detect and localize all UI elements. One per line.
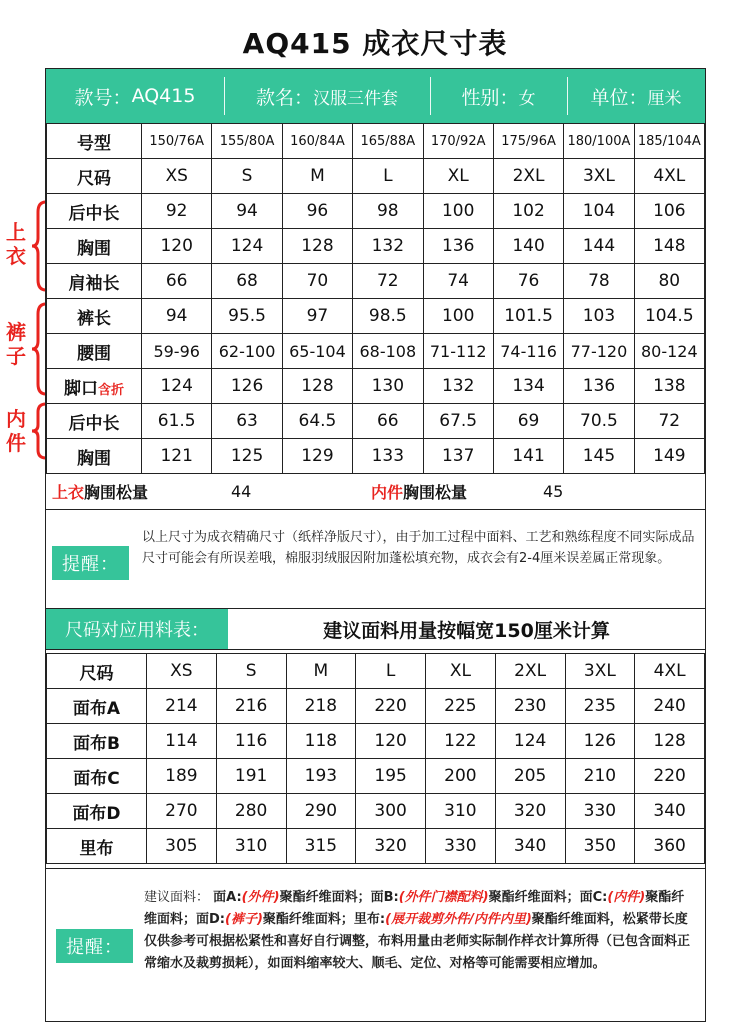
fabric-size-cell: XL — [426, 654, 496, 689]
fabric-a-label: 面A: — [213, 890, 242, 905]
table-cell: 96 — [282, 194, 352, 229]
fabric-row — [47, 689, 705, 724]
table-cell: 70 — [282, 264, 352, 299]
table-row — [47, 229, 705, 264]
table-cell: 62-100 — [212, 334, 282, 369]
fabric-b-note: (外件门襟配料) — [398, 890, 489, 905]
table-cell: 100 — [423, 194, 493, 229]
fabric-cell: 315 — [286, 829, 356, 864]
table-cell: 126 — [212, 369, 282, 404]
style-no-value: AQ415 — [131, 85, 196, 107]
table-cell: 80-124 — [634, 334, 704, 369]
fabric-cell: 235 — [565, 689, 635, 724]
fabric-size-cell: S — [216, 654, 286, 689]
fabric-lining-text: 聚酯纤维面料，松紧带长度仅供参考可根据松紧性和喜好自行调整，布料用量由老师实际制作样衣计算所得（已包含面料正常缩水及裁剪损耗），如面料缩率较大、顺毛、定位、对格等可能需要相应增加。 — [144, 912, 691, 971]
model-cell: 185/104A — [634, 124, 704, 159]
top-looseness-value: 44 — [231, 482, 252, 501]
table-cell: 70.5 — [564, 404, 634, 439]
table-row — [47, 404, 705, 439]
side-label-top: 上衣 — [6, 220, 26, 268]
style-no-label: 款号： — [74, 86, 132, 109]
table-row — [47, 439, 705, 474]
style-no — [46, 69, 224, 123]
fabric-lining-label: 里布: — [353, 912, 386, 927]
side-label-pants: 裤子 — [6, 320, 26, 368]
style-name-value: 汉服三件套 — [313, 88, 398, 109]
fabric-cell: 230 — [495, 689, 565, 724]
table-cell: 128 — [282, 369, 352, 404]
row-label: 胸围 — [47, 439, 142, 474]
size-table — [46, 123, 705, 474]
fabric-cell: 210 — [565, 759, 635, 794]
fabric-row — [47, 759, 705, 794]
table-cell: 94 — [142, 299, 212, 334]
inner-looseness-value: 45 — [543, 482, 564, 501]
row-label — [47, 369, 142, 404]
table-cell: 138 — [634, 369, 704, 404]
fabric-cell: 118 — [286, 724, 356, 759]
table-cell: 92 — [142, 194, 212, 229]
row-label: 后中长 — [47, 194, 142, 229]
fabric-cell: 350 — [565, 829, 635, 864]
fabric-cell: 290 — [286, 794, 356, 829]
fabric-cell: 214 — [147, 689, 217, 724]
fabric-a-note: (外件) — [241, 890, 280, 905]
table-cell: 64.5 — [282, 404, 352, 439]
fabric-cell: 360 — [635, 829, 705, 864]
fabric-cell: 330 — [426, 829, 496, 864]
row-label-text: 脚口 — [63, 378, 98, 399]
table-cell: 104.5 — [634, 299, 704, 334]
table-row — [47, 264, 705, 299]
row-label: 胸围 — [47, 229, 142, 264]
fabric-row-label: 面布D — [47, 794, 147, 829]
table-cell: 130 — [353, 369, 423, 404]
style-name — [224, 69, 430, 123]
fabric-cell: 310 — [216, 829, 286, 864]
side-label-inner: 内件 — [6, 407, 26, 455]
table-cell: 63 — [212, 404, 282, 439]
size-cell: L — [353, 159, 423, 194]
table-row — [47, 194, 705, 229]
table-cell: 71-112 — [423, 334, 493, 369]
fabric-size-cell: L — [356, 654, 426, 689]
model-cell: 180/100A — [564, 124, 634, 159]
table-cell: 72 — [634, 404, 704, 439]
fabric-cell: 116 — [216, 724, 286, 759]
table-cell: 134 — [493, 369, 563, 404]
table-cell: 97 — [282, 299, 352, 334]
fabric-a-text: 聚酯纤维面料； — [279, 890, 371, 905]
looseness-row — [46, 474, 705, 509]
fabric-cell: 240 — [635, 689, 705, 724]
fabric-size-cell: 3XL — [565, 654, 635, 689]
table-cell: 80 — [634, 264, 704, 299]
table-cell: 120 — [142, 229, 212, 264]
fabric-c-label: 面C: — [579, 890, 608, 905]
inner-looseness-text: 胸围松量 — [403, 483, 468, 502]
table-row — [47, 369, 705, 404]
fabric-row — [47, 829, 705, 864]
row-label: 裤长 — [47, 299, 142, 334]
fabric-reminder-intro: 建议面料： — [144, 890, 210, 905]
fabric-section-title: 建议面料用量按幅宽150厘米计算 — [323, 619, 610, 642]
reminder-badge: 提醒： — [52, 546, 129, 580]
fabric-reminder-text — [144, 887, 696, 975]
size-label: 尺码 — [47, 159, 142, 194]
fabric-table — [46, 653, 705, 864]
table-cell: 132 — [423, 369, 493, 404]
gender-label: 性别： — [461, 86, 519, 109]
fabric-row-label: 里布 — [47, 829, 147, 864]
table-cell: 76 — [493, 264, 563, 299]
size-cell: S — [212, 159, 282, 194]
table-cell: 148 — [634, 229, 704, 264]
table-cell: 141 — [493, 439, 563, 474]
fabric-cell: 120 — [356, 724, 426, 759]
fabric-lining-note: (展开裁剪外件/内件内里) — [385, 912, 532, 927]
fabric-size-label: 尺码 — [47, 654, 147, 689]
fabric-cell: 225 — [426, 689, 496, 724]
fabric-reminder-badge: 提醒： — [56, 929, 133, 963]
fabric-cell: 320 — [356, 829, 426, 864]
table-cell: 66 — [353, 404, 423, 439]
fabric-cell: 220 — [356, 689, 426, 724]
row-label: 后中长 — [47, 404, 142, 439]
table-cell: 74-116 — [493, 334, 563, 369]
table-cell: 68 — [212, 264, 282, 299]
fabric-size-cell: 2XL — [495, 654, 565, 689]
fabric-cell: 122 — [426, 724, 496, 759]
table-cell: 77-120 — [564, 334, 634, 369]
fabric-cell: 193 — [286, 759, 356, 794]
top-looseness-label — [52, 480, 148, 503]
top-looseness-red: 上衣 — [52, 483, 85, 502]
page-title: AQ415 成衣尺寸表 — [242, 27, 508, 60]
fabric-row — [47, 724, 705, 759]
table-cell: 94 — [212, 194, 282, 229]
size-cell: M — [282, 159, 352, 194]
fabric-cell: 195 — [356, 759, 426, 794]
model-cell: 170/92A — [423, 124, 493, 159]
table-cell: 132 — [353, 229, 423, 264]
table-cell: 128 — [282, 229, 352, 264]
table-cell: 61.5 — [142, 404, 212, 439]
table-cell: 137 — [423, 439, 493, 474]
row-label: 肩袖长 — [47, 264, 142, 299]
model-cell: 165/88A — [353, 124, 423, 159]
table-cell: 149 — [634, 439, 704, 474]
fabric-cell: 340 — [635, 794, 705, 829]
fabric-cell: 200 — [426, 759, 496, 794]
size-cell: 3XL — [564, 159, 634, 194]
fabric-size-cell: M — [286, 654, 356, 689]
reminder-text: 以上尺寸为成衣精确尺寸（纸样净版尺寸），由于加工过程中面料、工艺和熟练程度不同实际成品尺寸可能会有所误差哦，棉服羽绒服因附加蓬松填充物，成衣会有2-4厘米误差属正常现象。 — [142, 530, 695, 566]
header-bar — [46, 69, 705, 123]
table-cell: 66 — [142, 264, 212, 299]
fabric-row-label: 面布A — [47, 689, 147, 724]
table-cell: 72 — [353, 264, 423, 299]
row-label: 腰围 — [47, 334, 142, 369]
reminder-box — [46, 509, 705, 608]
model-cell: 150/76A — [142, 124, 212, 159]
table-cell: 100 — [423, 299, 493, 334]
table-cell: 121 — [142, 439, 212, 474]
table-cell: 67.5 — [423, 404, 493, 439]
fabric-row — [47, 794, 705, 829]
unit-value: 厘米 — [647, 88, 682, 109]
fabric-cell: 305 — [147, 829, 217, 864]
model-row — [47, 124, 705, 159]
fabric-cell: 216 — [216, 689, 286, 724]
model-cell: 155/80A — [212, 124, 282, 159]
fabric-c-text: 聚酯纤维面料； — [144, 890, 685, 927]
size-cell: XS — [142, 159, 212, 194]
table-cell: 59-96 — [142, 334, 212, 369]
table-cell: 95.5 — [212, 299, 282, 334]
fabric-d-note: (裤子) — [225, 912, 263, 927]
fabric-row-label: 面布B — [47, 724, 147, 759]
table-cell: 102 — [493, 194, 563, 229]
table-cell: 104 — [564, 194, 634, 229]
size-row — [47, 159, 705, 194]
fabric-cell: 310 — [426, 794, 496, 829]
fabric-cell: 114 — [147, 724, 217, 759]
fabric-cell: 270 — [147, 794, 217, 829]
fabric-d-text: 聚酯纤维面料； — [262, 912, 354, 927]
fabric-b-text: 聚酯纤维面料； — [488, 890, 580, 905]
table-cell: 124 — [212, 229, 282, 264]
fabric-size-cell: 4XL — [635, 654, 705, 689]
model-label: 号型 — [47, 124, 142, 159]
fabric-cell: 300 — [356, 794, 426, 829]
table-cell: 145 — [564, 439, 634, 474]
fabric-section-label: 尺码对应用料表： — [46, 609, 228, 649]
table-cell: 103 — [564, 299, 634, 334]
table-cell: 136 — [423, 229, 493, 264]
fabric-cell: 218 — [286, 689, 356, 724]
fabric-cell: 191 — [216, 759, 286, 794]
row-label-note: 含折 — [97, 382, 124, 398]
top-looseness-text: 胸围松量 — [84, 483, 149, 502]
fabric-section-header — [46, 608, 705, 650]
table-cell: 106 — [634, 194, 704, 229]
table-cell: 69 — [493, 404, 563, 439]
table-cell: 129 — [282, 439, 352, 474]
model-cell: 160/84A — [282, 124, 352, 159]
fabric-cell: 280 — [216, 794, 286, 829]
fabric-reminder-box — [46, 868, 705, 1021]
table-cell: 98 — [353, 194, 423, 229]
inner-looseness-red: 内件 — [371, 483, 404, 502]
table-row — [47, 299, 705, 334]
fabric-row-label: 面布C — [47, 759, 147, 794]
table-cell: 124 — [142, 369, 212, 404]
table-cell: 144 — [564, 229, 634, 264]
unit-label: 单位： — [590, 86, 648, 109]
fabric-size-row — [47, 654, 705, 689]
fabric-b-label: 面B: — [370, 890, 399, 905]
size-cell: 4XL — [634, 159, 704, 194]
table-cell: 74 — [423, 264, 493, 299]
size-chart-frame — [45, 68, 706, 1022]
fabric-cell: 330 — [565, 794, 635, 829]
table-cell: 78 — [564, 264, 634, 299]
table-cell: 98.5 — [353, 299, 423, 334]
table-cell: 140 — [493, 229, 563, 264]
size-cell: 2XL — [493, 159, 563, 194]
size-cell: XL — [423, 159, 493, 194]
fabric-cell: 205 — [495, 759, 565, 794]
fabric-cell: 124 — [495, 724, 565, 759]
table-cell: 133 — [353, 439, 423, 474]
fabric-cell: 189 — [147, 759, 217, 794]
style-name-label: 款名： — [255, 86, 313, 109]
fabric-c-note: (内件) — [607, 890, 646, 905]
fabric-size-cell: XS — [147, 654, 217, 689]
table-cell: 101.5 — [493, 299, 563, 334]
unit — [567, 69, 705, 123]
fabric-d-label: 面D: — [196, 912, 226, 927]
fabric-cell: 320 — [495, 794, 565, 829]
fabric-cell: 126 — [565, 724, 635, 759]
table-cell: 136 — [564, 369, 634, 404]
inner-looseness-label — [371, 480, 467, 503]
table-row — [47, 334, 705, 369]
table-cell: 125 — [212, 439, 282, 474]
gender-value: 女 — [518, 88, 536, 109]
table-cell: 65-104 — [282, 334, 352, 369]
model-cell: 175/96A — [493, 124, 563, 159]
table-cell: 68-108 — [353, 334, 423, 369]
fabric-cell: 340 — [495, 829, 565, 864]
gender — [430, 69, 567, 123]
fabric-cell: 220 — [635, 759, 705, 794]
fabric-cell: 128 — [635, 724, 705, 759]
